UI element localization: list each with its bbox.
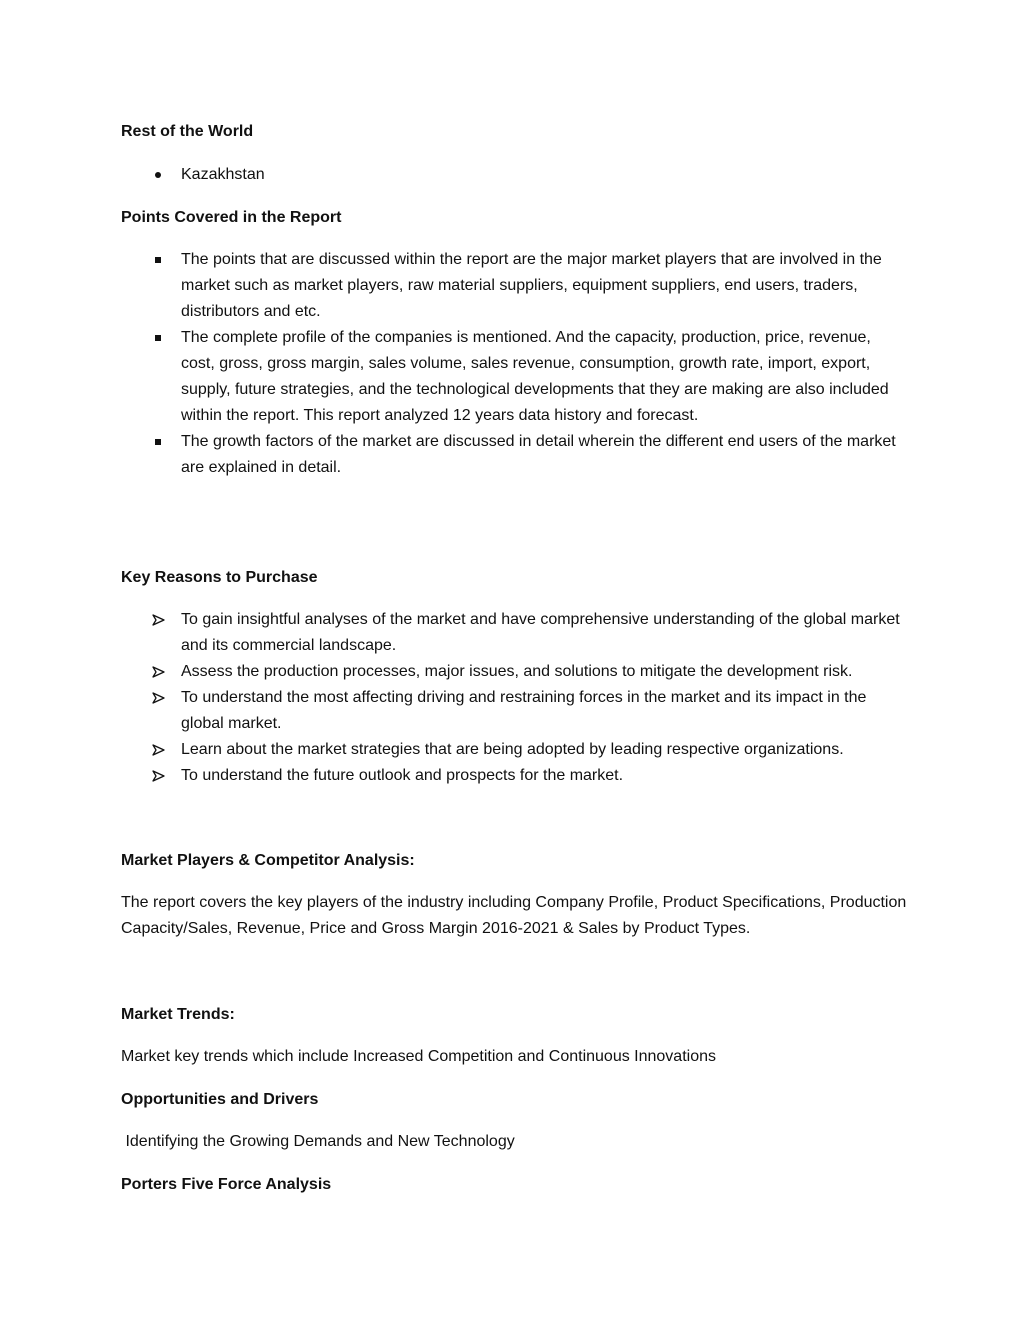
list-item <box>0 763 903 789</box>
market-players-text: The report covers the key players of the industry including Company Profile, Product Specifications, Production Capacity/Sales, Revenue, Price and Gross Margin 2016-2021 & Sales by Product Types. <box>121 894 907 937</box>
opportunities-heading: Opportunities and Drivers <box>121 1091 319 1108</box>
list-item <box>0 247 903 325</box>
arrow-bullet-icon <box>148 659 168 685</box>
list-item <box>0 685 903 737</box>
market-players-heading: Market Players & Competitor Analysis: <box>121 852 415 869</box>
list-item <box>0 429 903 481</box>
list-item-text: To understand the most affecting driving and restraining forces in the market and its impact in the global market. <box>181 689 867 732</box>
list-item <box>0 737 903 763</box>
list-item <box>0 659 903 685</box>
list-item-text: To gain insightful analyses of the market and have comprehensive understanding of the global market and its commercial landscape. <box>181 611 900 654</box>
list-item <box>0 162 903 188</box>
rest-of-world-heading: Rest of the World <box>121 123 254 140</box>
arrow-bullet-icon <box>148 607 168 633</box>
list-item-text: To understand the future outlook and prospects for the market. <box>181 767 624 784</box>
list-item <box>0 607 903 659</box>
list-item-text: Learn about the market strategies that are being adopted by leading respective organizations. <box>181 741 844 758</box>
list-item-text: Kazakhstan <box>181 166 265 183</box>
bullet-square-icon <box>148 325 168 351</box>
bullet-square-icon <box>148 429 168 455</box>
key-reasons-heading: Key Reasons to Purchase <box>121 569 318 586</box>
list-item <box>0 325 903 429</box>
arrow-bullet-icon <box>148 685 168 711</box>
market-trends-text: Market key trends which include Increased Competition and Continuous Innovations <box>121 1048 716 1065</box>
points-covered-list <box>0 247 1024 481</box>
arrow-bullet-icon <box>148 737 168 763</box>
porters-heading: Porters Five Force Analysis <box>121 1176 332 1193</box>
bullet-disc-icon <box>148 162 168 188</box>
points-covered-heading: Points Covered in the Report <box>121 209 342 226</box>
list-item-text: The complete profile of the companies is mentioned. And the capacity, production, price, revenue, cost, gross, gross margin, sales volume, sales revenue, consumption, growth rate, import, export, supply, future strategies, and the technological developments that they are making are also included within the report. This report analyzed 12 years data history and forecast. <box>181 329 889 424</box>
arrow-bullet-icon <box>148 763 168 789</box>
bullet-square-icon <box>148 247 168 273</box>
list-item-text: The points that are discussed within the report are the major market players that are involved in the market such as market players, raw material suppliers, equipment suppliers, end users, traders, distributors and etc. <box>181 251 882 320</box>
list-item-text: Assess the production processes, major issues, and solutions to mitigate the development risk. <box>181 663 853 680</box>
key-reasons-list <box>0 607 1024 789</box>
rest-of-world-list <box>0 162 1024 188</box>
opportunities-text: Identifying the Growing Demands and New Technology <box>121 1133 515 1150</box>
list-item-text: The growth factors of the market are discussed in detail wherein the different end users of the market are explained in detail. <box>181 433 896 476</box>
market-trends-heading: Market Trends: <box>121 1006 235 1023</box>
